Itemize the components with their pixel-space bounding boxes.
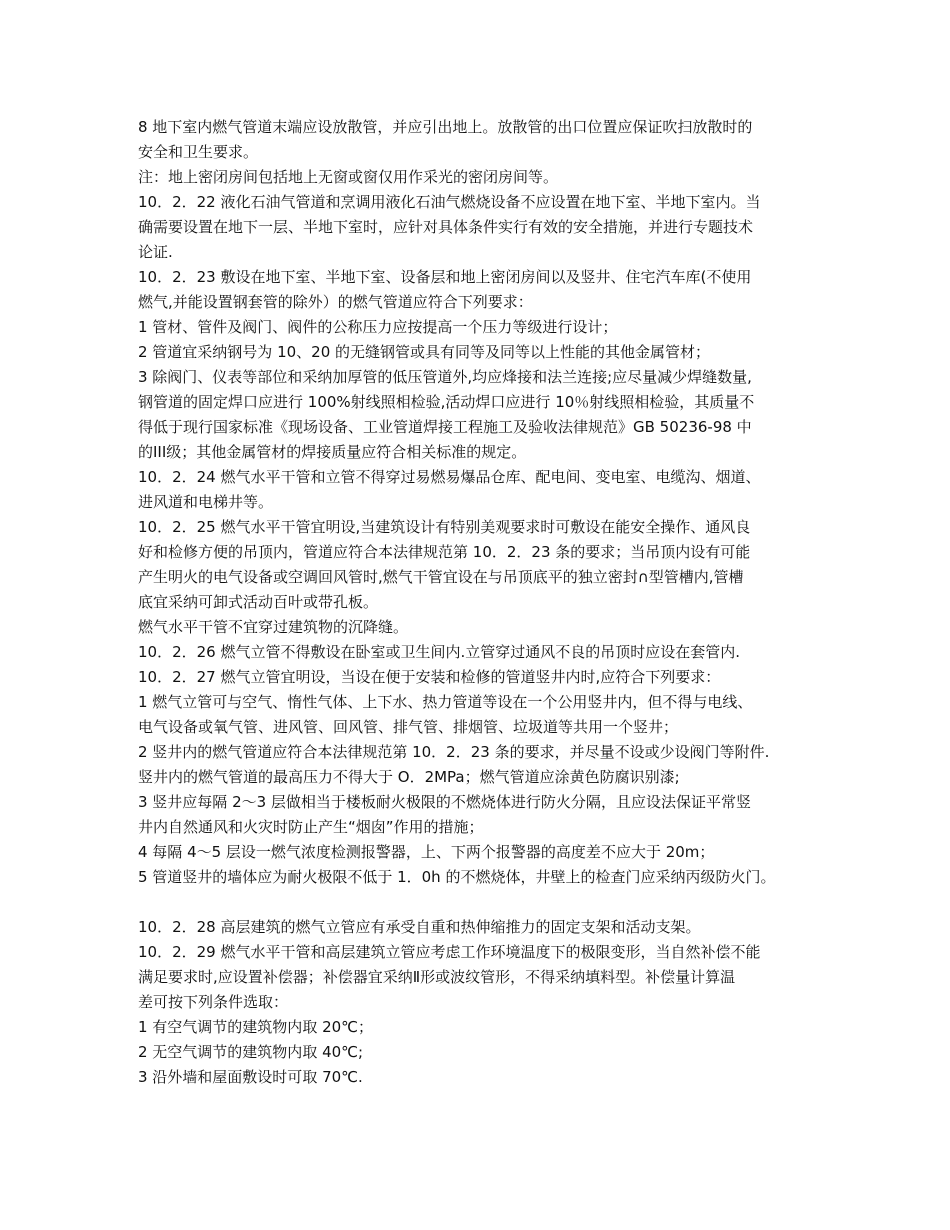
text-line: 进风道和电梯井等。 xyxy=(138,493,274,511)
text-line: 10．2．25 燃气水平干管宜明设,当建筑设计有特别美观要求时可敷设在能安全操作、通风良 xyxy=(138,518,751,536)
text-line: 1 有空气调节的建筑物内取 20℃； xyxy=(138,1018,374,1036)
text-line: 井内自然通风和火灾时防止产生“烟囱”作用的措施； xyxy=(138,818,484,836)
text-line: 安全和卫生要求。 xyxy=(138,143,259,161)
text-line: 1 燃气立管可与空气、惰性气体、上下水、热力管道等设在一个公用竖井内，但不得与电线、 xyxy=(138,693,753,711)
text-line: 10．2．26 燃气立管不得敷设在卧室或卫生间内.立管穿过通风不良的吊顶时应设在套管内. xyxy=(138,643,741,661)
text-line: 好和检修方便的吊顶内，管道应符合本法律规范第 10．2．23 条的要求；当吊顶内设有可能 xyxy=(138,543,751,561)
text-line: 10．2．23 敷设在地下室、半地下室、设备层和地上密闭房间以及竖井、住宅汽车库(不使用 xyxy=(138,268,752,286)
text-line: 10．2．28 高层建筑的燃气立管应有承受自重和热伸缩推力的固定支架和活动支架。 xyxy=(138,918,701,936)
text-line: 竖井内的燃气管道的最高压力不得大于 O．2MPa；燃气管道应涂黄色防腐识别漆; xyxy=(138,768,680,786)
text-line: 10．2．29 燃气水平干管和高层建筑立管应考虑工作环境温度下的极限变形，当自然补偿不能 xyxy=(138,943,761,961)
text-line: 产生明火的电气设备或空调回风管时,燃气干管宜设在与吊顶底平的独立密封∩型管槽内,管槽 xyxy=(138,568,744,586)
text-line: 2 无空气调节的建筑物内取 40℃; xyxy=(138,1043,364,1061)
text-line: 得低于现行国家标准《现场设备、工业管道焊接工程施工及验收法律规范》GB 50236-98 中 xyxy=(138,418,752,436)
text-line: 燃气,并能设置钢套管的除外）的燃气管道应符合下列要求： xyxy=(138,293,533,311)
text-line: 3 沿外墙和屋面敷设时可取 70℃. xyxy=(138,1068,363,1086)
text-line: 确需要设置在地下一层、半地下室时，应针对具体条件实行有效的安全措施，并进行专题技术 xyxy=(138,218,754,236)
text-line: 10．2．22 液化石油气管道和烹调用液化石油气燃烧设备不应设置在地下室、半地下室内。当 xyxy=(138,193,761,211)
text-line: 3 除阀门、仪表等部位和采纳加厚管的低压管道外,均应烽接和法兰连接;应尽量减少焊缝数量, xyxy=(138,368,752,386)
text-line: 的III级；其他金属管材的焊接质量应符合相关标准的规定。 xyxy=(138,443,527,461)
paragraph-gap xyxy=(138,890,828,915)
text-line: 10．2．27 燃气立管宜明设，当设在便于安装和检修的管道竖井内时,应符合下列要求： xyxy=(138,668,721,686)
text-line: 2 管道宜采纳钢号为 10、20 的无缝钢管或具有同等及同等以上性能的其他金属管材； xyxy=(138,343,711,361)
text-line: 注：地上密闭房间包括地上无窗或窗仅用作采光的密闭房间等。 xyxy=(138,168,559,186)
text-line: 钢管道的固定焊口应进行 100%射线照相检验,活动焊口应进行 10％射线照相检验，其质量不 xyxy=(138,393,755,411)
text-line: 3 竖井应每隔 2～3 层做相当于楼板耐火极限的不燃烧体进行防火分隔，且应设法保证平常竖 xyxy=(138,793,751,811)
text-line: 1 管材、管件及阀门、阀件的公称压力应按提高一个压力等级进行设计； xyxy=(138,318,618,336)
text-line: 满足要求时,应设置补偿器；补偿器宜采纳Ⅱ形或波纹管形，不得采纳填料型。补偿量计算温 xyxy=(138,968,736,986)
text-line: 差可按下列条件选取： xyxy=(138,993,289,1011)
text-line: 2 竖井内的燃气管道应符合本法律规范第 10．2．23 条的要求，并尽量不设或少设阀门等附件. xyxy=(138,743,770,761)
text-line: 底宜采纳可卸式活动百叶或带孔板。 xyxy=(138,593,379,611)
text-line: 燃气水平干管不宜穿过建筑物的沉降缝。 xyxy=(138,618,409,636)
text-line: 论证. xyxy=(138,243,173,261)
text-line: 8 地下室内燃气管道末端应设放散管，并应引出地上。放散管的出口位置应保证吹扫放散时的 xyxy=(138,118,753,136)
text-line: 5 管道竖井的墙体应为耐火极限不低于 1．0h 的不燃烧体，井壁上的检查门应采纳丙级防火门。 xyxy=(138,868,776,886)
text-line: 4 每隔 4～5 层设一燃气浓度检测报警器，上、下两个报警器的高度差不应大于 20m； xyxy=(138,843,715,861)
text-line: 10．2．24 燃气水平干管和立管不得穿过易燃易爆品仓库、配电间、变电室、电缆沟、烟道、 xyxy=(138,468,761,486)
text-line: 电气设备或氧气管、进风管、回风管、排气管、排烟管、垃圾道等共用一个竖井； xyxy=(138,718,679,736)
document-body xyxy=(138,115,828,1090)
